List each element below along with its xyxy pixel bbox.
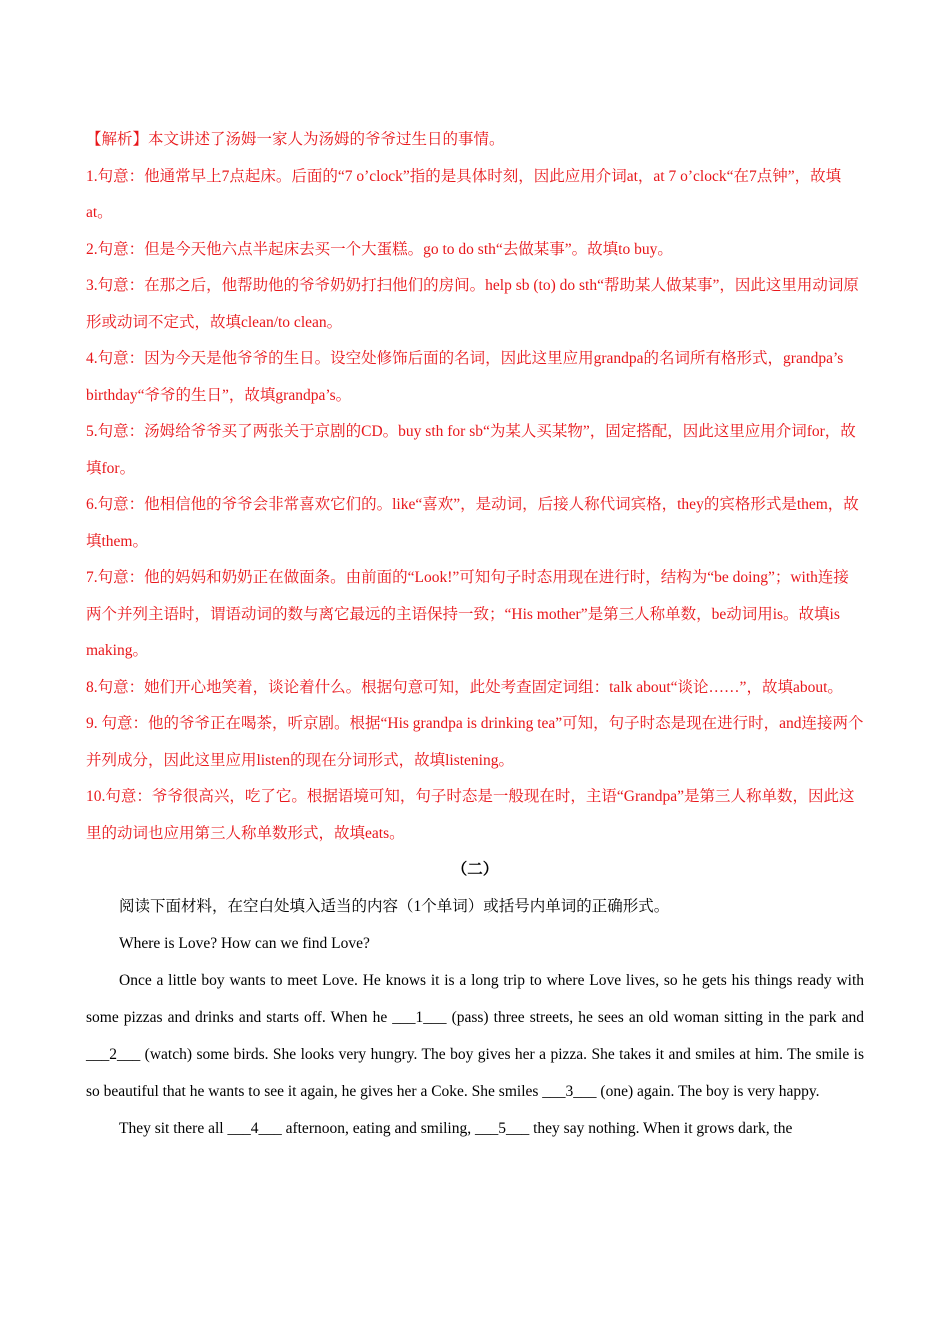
analysis-item-5: 5.句意：汤姆给爷爷买了两张关于京剧的CD。buy sth for sb“为某人买某物”，固定搭配，因此这里应用介词for，故填for。 — [86, 423, 856, 477]
analysis-item-4: 4.句意：因为今天是他爷爷的生日。设空处修饰后面的名词，因此这里应用grandpa的名词所有格形式，grandpa’s birthday“爷爷的生日”，故填grandpa’s。 — [86, 350, 844, 404]
analysis-item-8: 8.句意：她们开心地笑着，谈论着什么。根据句意可知，此处考查固定词组：talk about“谈论……”，故填about。 — [86, 678, 843, 696]
passage-paragraph-2: They sit there all ___4___ afternoon, eating and smiling, ___5___ they say nothing. When it grows dark, the — [119, 1120, 793, 1137]
exercise-instruction: 阅读下面材料，在空白处填入适当的内容（1个单词）或括号内单词的正确形式。 — [119, 898, 670, 915]
analysis-item-9: 9. 句意：他的爷爷正在喝茶，听京剧。根据“His grandpa is drinking tea”可知，句子时态是现在进行时，and连接两个并列成分，因此这里应用listen的现在分词形式，故填listening。 — [86, 715, 864, 769]
analysis-item-1: 1.句意：他通常早上7点起床。后面的“7 o’clock”指的是具体时刻，因此应用介词at，at 7 o’clock“在7点钟”，故填at。 — [86, 167, 842, 221]
passage-title: Where is Love? How can we find Love? — [119, 935, 370, 952]
analysis-item-7: 7.句意：他的妈妈和奶奶正在做面条。由前面的“Look!”可知句子时态用现在进行时，结构为“be doing”；with连接两个并列主语时，谓语动词的数与离它最远的主语保持一致；“His mother”是第三人称单数，be动词用is。故填is making。 — [86, 569, 849, 659]
section-title: （二） — [451, 861, 499, 878]
passage-paragraph-1: Once a little boy wants to meet Love. He knows it is a long trip to where Love lives, so he gets his things ready with some pizzas and drinks and starts off. When he ___1___ (pass) three streets, he sees an old woman sitting in the park and ___2___ (watch) some birds. She looks very hungry. The boy gives her a pizza. She takes it and smiles at him. The smile is so beautiful that he wants to see it again, he gives her a Coke. She smiles ___3___ (one) again. The boy is very happy. — [86, 972, 864, 1100]
analysis-item-2: 2.句意：但是今天他六点半起床去买一个大蛋糕。go to do sth“去做某事”。故填to buy。 — [86, 240, 673, 258]
analysis-intro: 【解析】本文讲述了汤姆一家人为汤姆的爷爷过生日的事情。 — [86, 131, 505, 148]
page-content — [86, 122, 864, 1147]
analysis-section — [86, 122, 864, 852]
analysis-item-3: 3.句意：在那之后，他帮助他的爷爷奶奶打扫他们的房间。help sb (to) do sth“帮助某人做某事”，因此这里用动词原形或动词不定式，故填clean/to clean。 — [86, 277, 859, 331]
exercise-section — [86, 888, 864, 1147]
analysis-item-6: 6.句意：他相信他的爷爷会非常喜欢它们的。like“喜欢”，是动词，后接人称代词宾格，they的宾格形式是them，故填them。 — [86, 496, 859, 550]
analysis-item-10: 10.句意：爷爷很高兴，吃了它。根据语境可知，句子时态是一般现在时，主语“Grandpa”是第三人称单数，因此这里的动词也应用第三人称单数形式，故填eats。 — [86, 788, 855, 842]
